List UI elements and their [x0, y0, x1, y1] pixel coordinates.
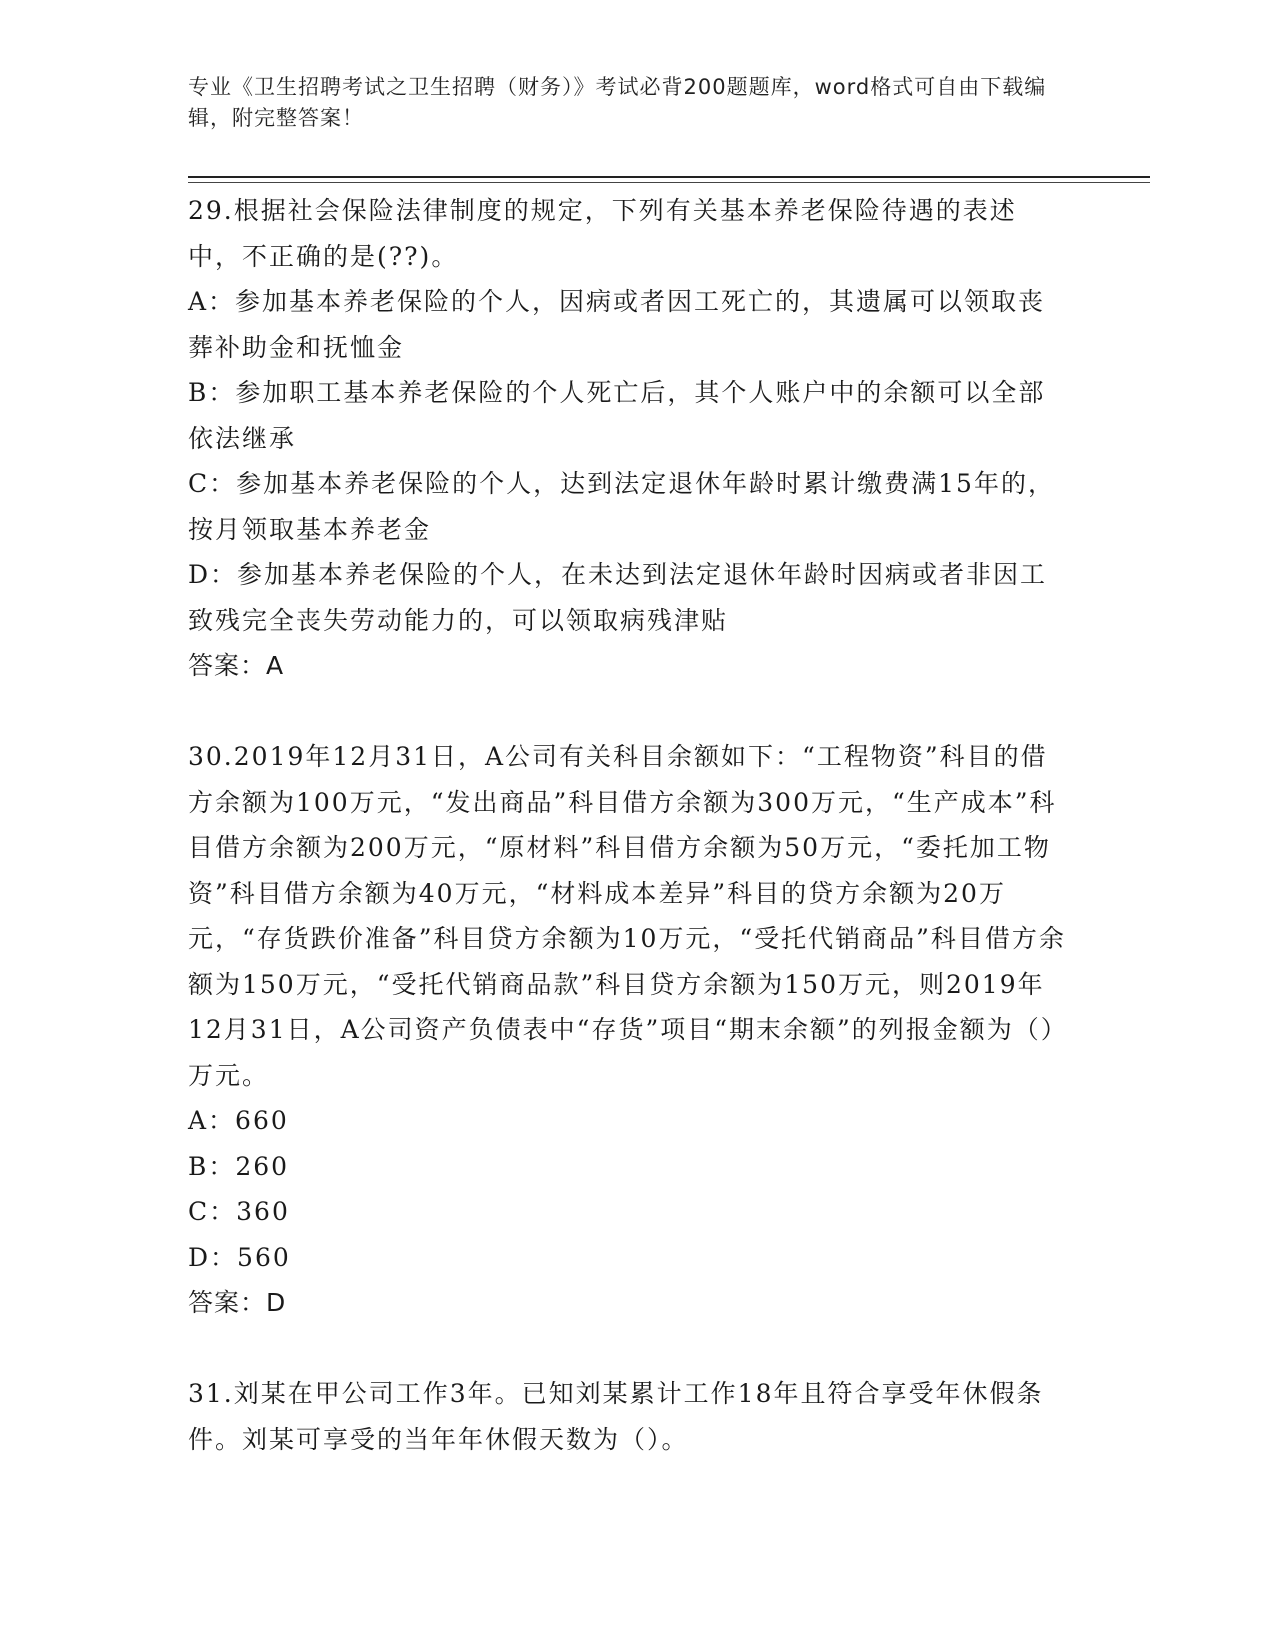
question-text: 29.根据社会保险法律制度的规定，下列有关基本养老保险待遇的表述中，不正确的是(??)。 [188, 196, 1017, 271]
option-a: A：参加基本养老保险的个人，因病或者因工死亡的，其遗属可以领取丧葬补助金和抚恤金 [188, 287, 1046, 362]
question-30 [188, 734, 1068, 1326]
option-c: C：参加基本养老保险的个人，达到法定退休年龄时累计缴费满15年的，按月领取基本养老金 [188, 469, 1055, 544]
question-text: 30.2019年12月31日，A公司有关科目余额如下：“工程物资”科目的借方余额为100万元，“发出商品”科目借方余额为300万元，“生产成本”科目借方余额为200万元，“原材料”科目借方余额为50万元，“委托加工物资”科目借方余额为40万元，“材料成本差异”科目的贷方余额为20万元，“存货跌价准备”科目贷方余额为10万元，“受托代销商品”科目借方余额为150万元，“受托代销商品款”科目贷方余额为150万元，则2019年12月31日，A公司资产负债表中“存货”项目“期末余额”的列报金额为（）万元。 [188, 742, 1068, 1090]
answer-line: 答案：D [188, 1288, 287, 1317]
question-31 [188, 1371, 1068, 1462]
option-b: B：参加职工基本养老保险的个人死亡后，其个人账户中的余额可以全部依法继承 [188, 378, 1046, 453]
page-header: 专业《卫生招聘考试之卫生招聘（财务）》考试必背200题题库，word格式可自由下载编辑，附完整答案！ [188, 75, 1047, 130]
header-divider-thick [188, 176, 1150, 178]
question-list [188, 188, 1068, 1462]
question-29 [188, 188, 1068, 689]
option-b: B：260 [188, 1151, 290, 1181]
header-divider-thin [188, 182, 1150, 183]
question-spacer [188, 689, 1068, 735]
option-a: A：660 [188, 1106, 289, 1135]
option-d: D：参加基本养老保险的个人，在未达到法定退休年龄时因病或者非因工致残完全丧失劳动能力的，可以领取病残津贴 [188, 560, 1048, 635]
option-c: C：360 [188, 1197, 290, 1226]
question-text: 31.刘某在甲公司工作3年。已知刘某累计工作18年且符合享受年休假条件。刘某可享受的当年年休假天数为（）。 [188, 1379, 1044, 1454]
question-spacer [188, 1326, 1068, 1372]
answer-line: 答案：A [188, 651, 285, 680]
option-d: D：560 [188, 1242, 291, 1272]
